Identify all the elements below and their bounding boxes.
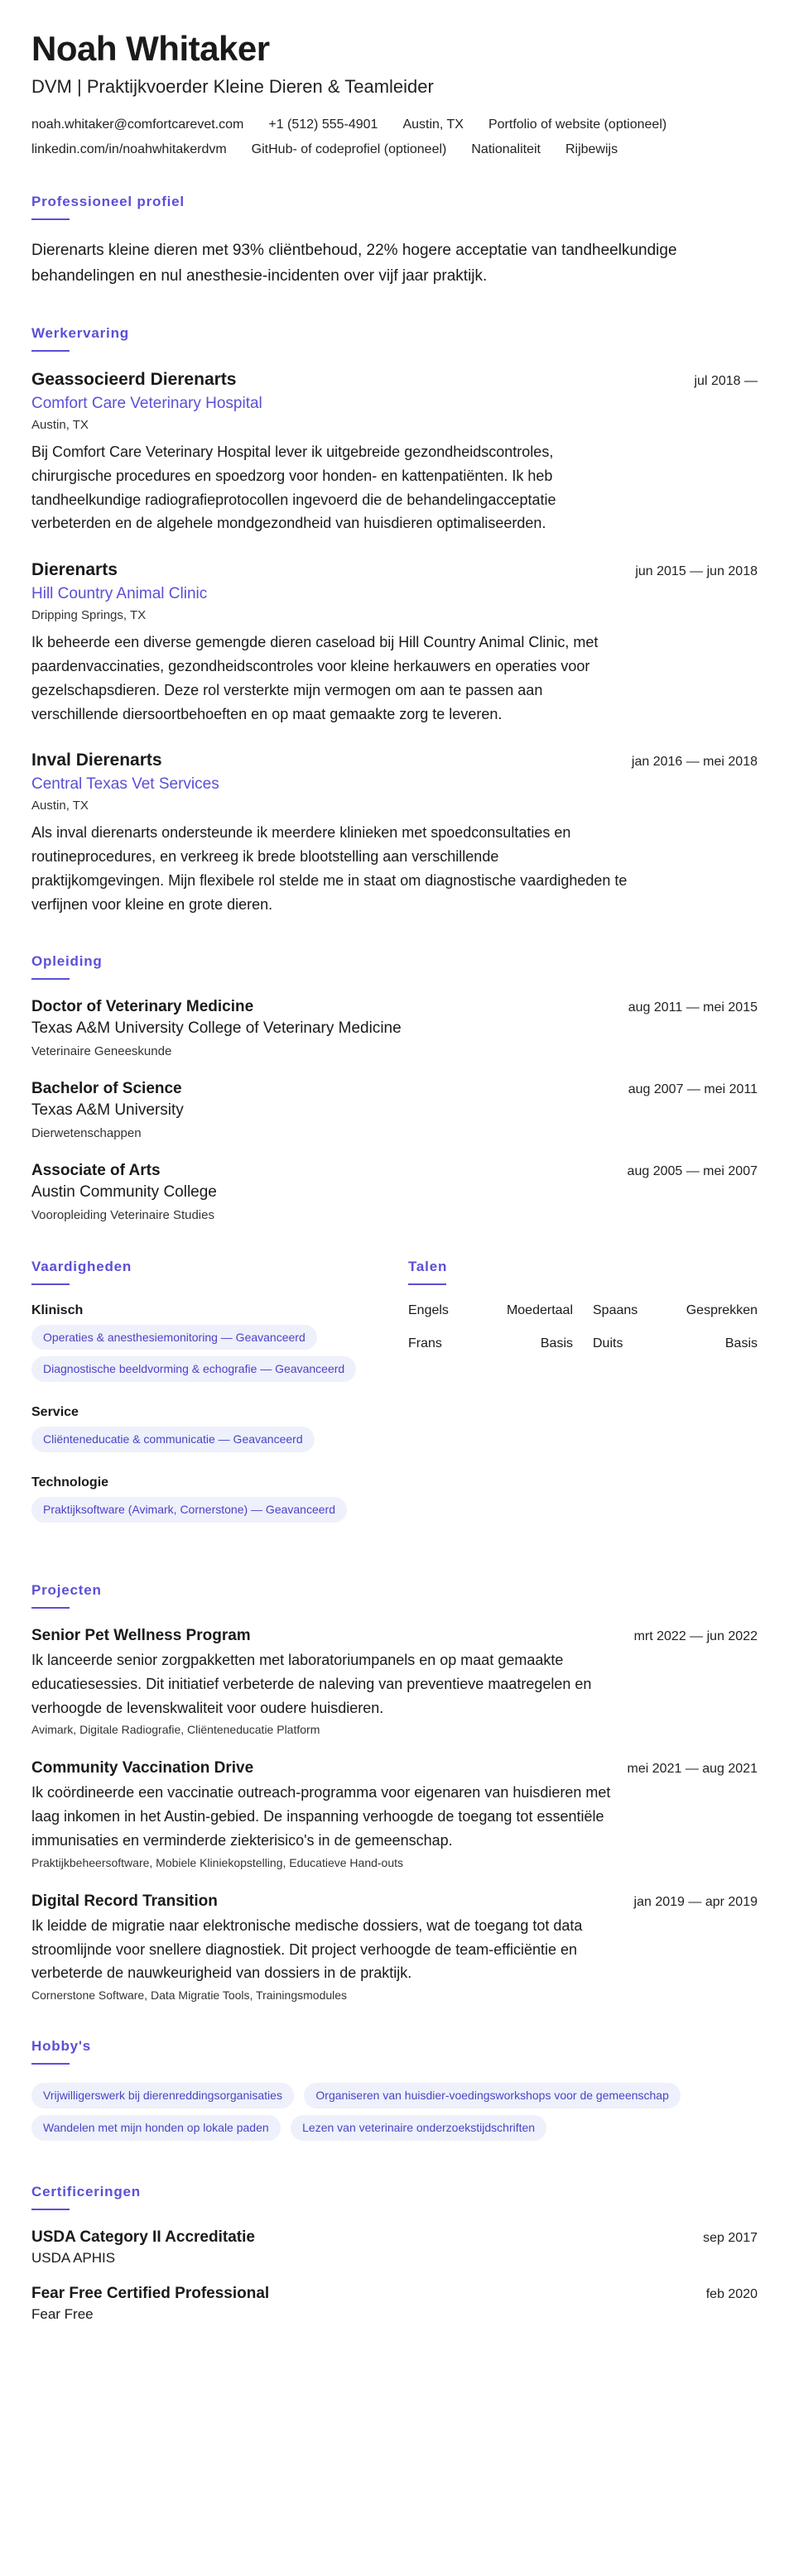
job-company: Hill Country Animal Clinic bbox=[31, 585, 208, 603]
education-school: Texas A&M University bbox=[31, 1101, 184, 1119]
job-description: Bij Comfort Care Veterinary Hospital lever ik uitgebreide gezondheidscontroles, chirurgische procedures en spoedzorg voor honden- en kattenpatiënten. Ik heb tandheelkundige radiografieprotocollen ingevoerd die de behandelingacceptatie verbeterden en de algehele mondgezondheid van huisdieren optimaliseerden. bbox=[31, 443, 556, 532]
section-divider bbox=[31, 1283, 70, 1285]
contact-github[interactable]: GitHub- of codeprofiel (optioneel) bbox=[251, 142, 447, 157]
hobby-chip-list bbox=[31, 2083, 758, 2147]
skill-chip: Cliënteneducatie & communicatie — Geavanceerd bbox=[31, 1427, 315, 1452]
section-title: Werkervaring bbox=[31, 324, 129, 341]
project-tech: Praktijkbeheersoftware, Mobiele Kliniekopstelling, Educatieve Hand-outs bbox=[31, 1855, 404, 1869]
skills-languages-row bbox=[31, 1259, 758, 1547]
skill-chip: Operaties & anesthesiemonitoring — Geavanceerd bbox=[31, 1325, 317, 1350]
contact-nationality: Nationaliteit bbox=[471, 142, 541, 157]
education-school: Austin Community College bbox=[31, 1182, 217, 1201]
section-divider bbox=[31, 218, 70, 220]
education-section bbox=[31, 953, 758, 1222]
candidate-name: Noah Whitaker bbox=[31, 29, 270, 68]
education-entry bbox=[31, 998, 758, 1058]
profile-section bbox=[31, 194, 758, 289]
projects-section bbox=[31, 1582, 758, 2002]
education-entry bbox=[31, 1162, 758, 1222]
contact-license: Rijbewijs bbox=[565, 142, 618, 157]
education-degree: Doctor of Veterinary Medicine bbox=[31, 997, 254, 1015]
section-divider bbox=[31, 978, 70, 980]
section-title: Projecten bbox=[31, 1582, 102, 1599]
job-entry bbox=[31, 751, 758, 916]
language-level: Moedertaal bbox=[506, 1302, 573, 1317]
project-tech: Cornerstone Software, Data Migratie Tools, Trainingsmodules bbox=[31, 1988, 348, 2003]
skill-chip: Praktijksoftware (Avimark, Cornerstone) — Geavanceerd bbox=[31, 1497, 347, 1523]
language-name: Spaans bbox=[593, 1302, 638, 1317]
education-field: Vooropleiding Veterinaire Studies bbox=[31, 1207, 214, 1222]
project-entry bbox=[31, 1892, 758, 2002]
candidate-title: DVM | Praktijkvoerder Kleine Dieren & Teamleider bbox=[31, 76, 434, 98]
section-title: Hobby's bbox=[31, 2038, 91, 2055]
project-description: Ik lanceerde senior zorgpakketten met laboratoriumpanels en op maat gemaakte educatiesessies. Dit initiatief verbeterde de naleving van preventieve maatregelen en verhoogde de levenskwaliteit voor oudere huisdieren. bbox=[31, 1652, 592, 1716]
skills-section bbox=[31, 1259, 408, 1547]
hobby-chip: Lezen van veterinaire onderzoekstijdschriften bbox=[291, 2115, 546, 2141]
job-location: Austin, TX bbox=[31, 799, 89, 813]
job-description: Als inval dierenarts ondersteunde ik meerdere klinieken met spoedconsultaties en routineprocedures, en verkreeg ik brede blootstelling aan verschillende praktijkomgevingen. Mijn flexibele rol stelde me in staat om diagnostische vaardigheden te verfijnen voor kleine en grote dieren. bbox=[31, 824, 628, 913]
skill-category: Klinisch bbox=[31, 1302, 84, 1317]
education-dates: aug 2005 — mei 2007 bbox=[627, 1163, 758, 1178]
project-description: Ik leidde de migratie naar elektronische medische dossiers, wat de toegang tot data stroomlijnde voor snellere diagnostiek. Dit project verhoogde de team-efficiëntie en verbeterde de nauwkeurigheid van dossiers in de praktijk. bbox=[31, 1916, 583, 1982]
skill-chip-list bbox=[31, 1427, 408, 1459]
certification-entry bbox=[31, 2285, 758, 2323]
language-grid bbox=[408, 1303, 758, 1351]
skill-category: Technologie bbox=[31, 1475, 109, 1490]
project-dates: mei 2021 — aug 2021 bbox=[627, 1762, 758, 1777]
education-degree: Associate of Arts bbox=[31, 1161, 161, 1179]
hobby-chip: Vrijwilligerswerk bij dierenreddingsorganisaties bbox=[31, 2083, 294, 2108]
project-title: Digital Record Transition bbox=[31, 1892, 218, 1910]
project-dates: jan 2019 — apr 2019 bbox=[633, 1894, 758, 1909]
education-degree: Bachelor of Science bbox=[31, 1079, 182, 1097]
education-entry bbox=[31, 1080, 758, 1140]
section-title: Opleiding bbox=[31, 952, 103, 969]
project-tech: Avimark, Digitale Radiografie, Cliënteneducatie Platform bbox=[31, 1723, 320, 1737]
contact-phone[interactable]: +1 (512) 555-4901 bbox=[268, 118, 378, 132]
job-location: Austin, TX bbox=[31, 417, 89, 432]
job-location: Dripping Springs, TX bbox=[31, 608, 147, 623]
project-entry bbox=[31, 1627, 758, 1736]
section-title: Vaardigheden bbox=[31, 1258, 132, 1274]
certification-issuer: USDA APHIS bbox=[31, 2250, 116, 2267]
job-entry bbox=[31, 560, 758, 726]
job-dates: jul 2018 — bbox=[694, 373, 758, 388]
job-dates: jan 2016 — mei 2018 bbox=[631, 755, 758, 770]
project-dates: mrt 2022 — jun 2022 bbox=[633, 1629, 758, 1644]
resume-header bbox=[31, 30, 758, 157]
section-divider bbox=[31, 1607, 70, 1609]
certifications-section bbox=[31, 2184, 758, 2323]
job-title: Inval Dierenarts bbox=[31, 751, 162, 770]
certification-issuer: Fear Free bbox=[31, 2306, 94, 2323]
profile-summary: Dierenarts kleine dieren met 93% cliëntbehoud, 22% hogere acceptatie van tandheelkundige behandelingen en nul anesthesie-incidenten over vijf jaar praktijk. bbox=[31, 242, 677, 285]
language-item bbox=[408, 1336, 573, 1351]
language-level: Basis bbox=[540, 1336, 573, 1350]
language-name: Duits bbox=[593, 1336, 623, 1350]
certification-date: feb 2020 bbox=[705, 2287, 758, 2302]
skill-chip: Diagnostische beeldvorming & echografie — Geavanceerd bbox=[31, 1356, 356, 1382]
job-title: Dierenarts bbox=[31, 560, 118, 580]
certification-title: Fear Free Certified Professional bbox=[31, 2285, 270, 2303]
education-field: Dierwetenschappen bbox=[31, 1125, 142, 1140]
language-level: Gesprekken bbox=[686, 1302, 758, 1317]
section-title: Certificeringen bbox=[31, 2184, 141, 2200]
education-dates: aug 2011 — mei 2015 bbox=[628, 1000, 758, 1015]
skill-chip-list bbox=[31, 1325, 408, 1389]
hobby-chip: Wandelen met mijn honden op lokale paden bbox=[31, 2115, 281, 2141]
certification-title: USDA Category II Accreditatie bbox=[31, 2228, 255, 2247]
job-entry bbox=[31, 370, 758, 535]
job-company: Central Texas Vet Services bbox=[31, 775, 219, 794]
hobbies-section bbox=[31, 2038, 758, 2147]
section-divider bbox=[31, 2209, 70, 2210]
section-divider bbox=[31, 350, 70, 352]
skill-chip-list bbox=[31, 1497, 408, 1529]
job-description: Ik beheerde een diverse gemengde dieren caseload bij Hill Country Animal Clinic, met paardenvaccinaties, gezondheidscontroles voor kleine herkauwers en operaties voor gezelschapsdieren. Deze rol versterkte mijn vermogen om aan te passen aan verschillende diersoortbehoeften en op maat gemaakte zorg te leveren. bbox=[31, 634, 599, 722]
job-company: Comfort Care Veterinary Hospital bbox=[31, 394, 262, 412]
certification-date: sep 2017 bbox=[703, 2231, 758, 2246]
education-school: Texas A&M University College of Veterinary Medicine bbox=[31, 1019, 402, 1037]
language-item bbox=[593, 1336, 758, 1351]
language-level: Basis bbox=[724, 1336, 758, 1350]
language-item bbox=[408, 1303, 573, 1318]
contact-linkedin[interactable]: linkedin.com/in/noahwhitakerdvm bbox=[31, 142, 227, 157]
education-dates: aug 2007 — mei 2011 bbox=[628, 1082, 758, 1096]
language-item bbox=[593, 1303, 758, 1318]
languages-section bbox=[408, 1259, 758, 1547]
skill-category: Service bbox=[31, 1405, 79, 1420]
project-title: Community Vaccination Drive bbox=[31, 1759, 254, 1777]
certification-entry bbox=[31, 2228, 758, 2267]
experience-section bbox=[31, 325, 758, 917]
section-title: Talen bbox=[408, 1258, 448, 1274]
section-divider bbox=[408, 1283, 446, 1285]
section-divider bbox=[31, 2063, 70, 2065]
project-entry bbox=[31, 1759, 758, 1868]
section-title: Professioneel profiel bbox=[31, 194, 185, 210]
contact-location: Austin, TX bbox=[402, 118, 464, 132]
job-dates: jun 2015 — jun 2018 bbox=[635, 564, 758, 579]
education-field: Veterinaire Geneeskunde bbox=[31, 1043, 172, 1058]
contact-list bbox=[31, 118, 758, 157]
contact-portfolio[interactable]: Portfolio of website (optioneel) bbox=[488, 118, 667, 132]
language-name: Engels bbox=[408, 1302, 449, 1317]
project-title: Senior Pet Wellness Program bbox=[31, 1627, 251, 1645]
language-name: Frans bbox=[408, 1336, 442, 1350]
project-description: Ik coördineerde een vaccinatie outreach-programma voor eigenaren van huisdieren met laag inkomen in het Austin-gebied. De inspanning verhoogde de toegang tot essentiële immunisaties en verminderde ziekterisico's in de gemeenschap. bbox=[31, 1784, 611, 1849]
hobby-chip: Organiseren van huisdier-voedingsworkshops voor de gemeenschap bbox=[304, 2083, 680, 2108]
contact-email[interactable]: noah.whitaker@comfortcarevet.com bbox=[31, 118, 244, 132]
job-title: Geassocieerd Dierenarts bbox=[31, 369, 237, 389]
